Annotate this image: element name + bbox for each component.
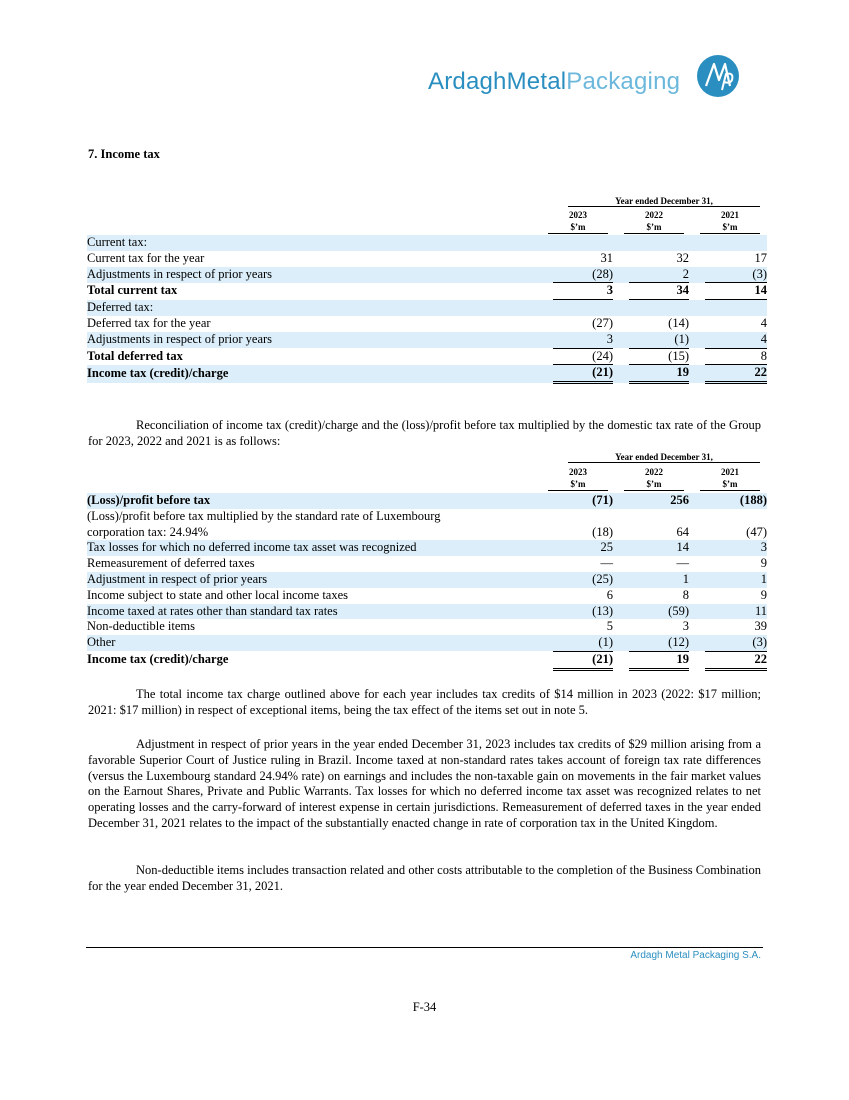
logo-mark-icon	[692, 50, 742, 100]
cell-2022: (12)	[629, 635, 689, 651]
cell-2021	[705, 235, 767, 251]
table1-unit-label: $’m	[624, 221, 684, 234]
cell-2023: (1)	[553, 635, 613, 651]
cell-2022: 64	[676, 524, 689, 539]
paragraph-text: Non-deductible items includes transaction related and other costs attributable to the completion of the Business Combination for the year ended December 31, 2021.	[88, 863, 761, 893]
row-label: Income tax (credit)/charge	[87, 652, 229, 667]
table-row	[87, 300, 767, 316]
reconciliation-table	[87, 493, 767, 671]
cell-2022: 14	[629, 540, 689, 556]
table2-year-2023	[548, 466, 608, 491]
row-label: Income tax (credit)/charge	[87, 365, 553, 383]
table-row	[87, 251, 767, 267]
table-row	[87, 619, 767, 635]
cell-2023: 25	[553, 540, 613, 556]
row-label: Remeasurement of deferred taxes	[87, 556, 255, 571]
cell-2021: 3	[705, 540, 767, 556]
row-label: Total deferred tax	[87, 348, 183, 363]
row-label: Adjustments in respect of prior years	[87, 267, 553, 283]
cell-2021: 22	[705, 651, 767, 669]
table1-year-label: 2023	[569, 210, 587, 220]
cell-2022	[629, 300, 689, 316]
table-row	[87, 540, 767, 556]
table2-year-label: 2023	[569, 467, 587, 477]
table1-year-2021	[700, 209, 760, 234]
table2-period-header: Year ended December 31,	[568, 452, 760, 463]
row-label: Current tax for the year	[87, 250, 205, 265]
logo-wordmark-part2: Packaging	[566, 68, 681, 95]
row-label: corporation tax: 24.94%	[87, 524, 209, 539]
table-row	[87, 332, 767, 348]
cell-2021: 4	[705, 332, 767, 348]
paragraph-prior-years	[88, 737, 761, 832]
cell-2021: (3)	[705, 267, 767, 283]
reconciliation-intro-text: Reconciliation of income tax (credit)/charge and the (loss)/profit before tax multiplied by the domestic tax rate of the Group for 2023, 2022 and 2021 is as follows:	[88, 418, 761, 448]
paragraph-exceptional-items	[88, 687, 761, 719]
cell-2021: 11	[705, 604, 767, 620]
cell-2021: 8	[760, 348, 767, 363]
row-label: Adjustments in respect of prior years	[87, 332, 553, 348]
cell-2022: 256	[629, 493, 689, 509]
cell-2023: —	[600, 556, 613, 571]
cell-2022	[629, 509, 689, 525]
row-label: Tax losses for which no deferred income tax asset was recognized	[87, 540, 553, 556]
cell-2023: (71)	[553, 493, 613, 509]
table2-unit-label: $’m	[624, 478, 684, 491]
row-label: Total current tax	[87, 283, 178, 298]
row-label: Current tax:	[87, 235, 553, 251]
paragraph-text: The total income tax charge outlined above for each year includes tax credits of $14 million in 2023 (2022: $17 million; 2021: $17 million) in respect of exceptional items, being the tax effect of the items set out in note 5.	[88, 687, 761, 717]
cell-2021	[705, 509, 767, 525]
table1-unit-label: $’m	[700, 221, 760, 234]
paragraph-non-deductible	[88, 863, 761, 895]
table2-year-label: 2021	[721, 467, 739, 477]
table1-period-header: Year ended December 31,	[568, 196, 760, 207]
table1-year-label: 2022	[645, 210, 663, 220]
row-label: (Loss)/profit before tax multiplied by the standard rate of Luxembourg	[87, 508, 441, 523]
cell-2022: (59)	[629, 604, 689, 620]
cell-2022: 19	[629, 365, 689, 383]
logo-wordmark-part1: ArdaghMetal	[428, 68, 567, 95]
cell-2023: (25)	[553, 572, 613, 588]
table2-unit-label: $’m	[700, 478, 760, 491]
cell-2023: 3	[553, 332, 613, 348]
cell-2022: 3	[682, 619, 689, 634]
table2-unit-label: $’m	[548, 478, 608, 491]
logo-wordmark	[428, 68, 680, 96]
cell-2022: (1)	[629, 332, 689, 348]
cell-2023: 3	[553, 283, 613, 300]
cell-2023: (18)	[592, 524, 613, 539]
cell-2023	[553, 235, 613, 251]
cell-2021: 39	[754, 619, 767, 634]
table-row	[87, 604, 767, 620]
cell-2022: 34	[629, 283, 689, 300]
cell-2022: 19	[629, 651, 689, 669]
cell-2022	[629, 235, 689, 251]
row-label: Income taxed at rates other than standard tax rates	[87, 604, 553, 620]
cell-2022: 8	[682, 587, 689, 602]
table-row	[87, 316, 767, 332]
table-row	[87, 267, 767, 283]
cell-2022: 32	[676, 250, 689, 265]
table-row	[87, 572, 767, 588]
cell-2023: (27)	[592, 315, 613, 330]
footer-company-name: Ardagh Metal Packaging S.A.	[630, 950, 761, 961]
table2-year-2021	[700, 466, 760, 491]
table-row	[87, 235, 767, 251]
page-number: F-34	[412, 1000, 437, 1014]
cell-2022: —	[676, 556, 689, 571]
cell-2022: (15)	[668, 348, 689, 363]
row-label: Deferred tax for the year	[87, 315, 211, 330]
cell-2021	[705, 300, 767, 316]
table1-year-2022	[624, 209, 684, 234]
table-row	[87, 651, 767, 669]
cell-2021: 9	[760, 587, 767, 602]
company-logo	[428, 58, 718, 108]
cell-2023: (21)	[553, 651, 613, 669]
cell-2023: 31	[600, 250, 613, 265]
cell-2021: (3)	[705, 635, 767, 651]
table-row	[87, 493, 767, 509]
table-row	[87, 365, 767, 383]
cell-2021: (47)	[746, 524, 767, 539]
row-label: (Loss)/profit before tax	[87, 493, 553, 509]
cell-2023: (13)	[553, 604, 613, 620]
cell-2021: 17	[754, 250, 767, 265]
row-label: Adjustment in respect of prior years	[87, 572, 553, 588]
table-row	[87, 348, 767, 365]
cell-2021: (188)	[705, 493, 767, 509]
cell-2021: 4	[760, 315, 767, 330]
table2-year-label: 2022	[645, 467, 663, 477]
paragraph-text: Adjustment in respect of prior years in the year ended December 31, 2023 includes tax credits of $29 million arising from a favorable Superior Court of Justice ruling in Brazil. Income taxed at non-standard rates takes account of foreign tax rate differences (versus the Luxembourg standard 24.94% rate) on earnings and includes the non-taxable gain on movements in the fair market values on the Earnout Shares, Private and Public Warrants. Tax losses for which no deferred income tax asset was recognized relates to net operating losses and the carry-forward of interest expense in certain jurisdictions. Remeasurement of deferred taxes in the year ended December 31, 2021 relates to the impact of the substantially enacted change in rate of corporation tax in the United Kingdom.	[88, 737, 761, 830]
table2-year-2022	[624, 466, 684, 491]
row-label: Non-deductible items	[87, 619, 195, 634]
table-row	[87, 525, 767, 541]
table1-year-2023	[548, 209, 608, 234]
cell-2023: (24)	[592, 348, 613, 363]
cell-2021: 9	[760, 556, 767, 571]
table-row	[87, 509, 767, 525]
row-label: Deferred tax:	[87, 300, 553, 316]
cell-2022: 2	[629, 267, 689, 283]
table-row	[87, 556, 767, 572]
table-row	[87, 283, 767, 300]
section-title: 7. Income tax	[88, 147, 160, 161]
cell-2023: (28)	[553, 267, 613, 283]
cell-2023	[553, 509, 613, 525]
cell-2023: (21)	[553, 365, 613, 383]
cell-2022: (14)	[668, 315, 689, 330]
table1-year-label: 2021	[721, 210, 739, 220]
cell-2021: 14	[705, 283, 767, 300]
footer-divider	[86, 947, 763, 948]
table-row	[87, 635, 767, 651]
cell-2022: 1	[629, 572, 689, 588]
table-row	[87, 588, 767, 604]
cell-2021: 22	[705, 365, 767, 383]
row-label: Income subject to state and other local income taxes	[87, 587, 349, 602]
row-label: Other	[87, 635, 553, 651]
cell-2023: 5	[606, 619, 613, 634]
table1-unit-label: $’m	[548, 221, 608, 234]
cell-2023	[553, 300, 613, 316]
income-tax-table	[87, 235, 767, 384]
cell-2023: 6	[606, 587, 613, 602]
cell-2021: 1	[705, 572, 767, 588]
reconciliation-intro	[88, 418, 761, 450]
